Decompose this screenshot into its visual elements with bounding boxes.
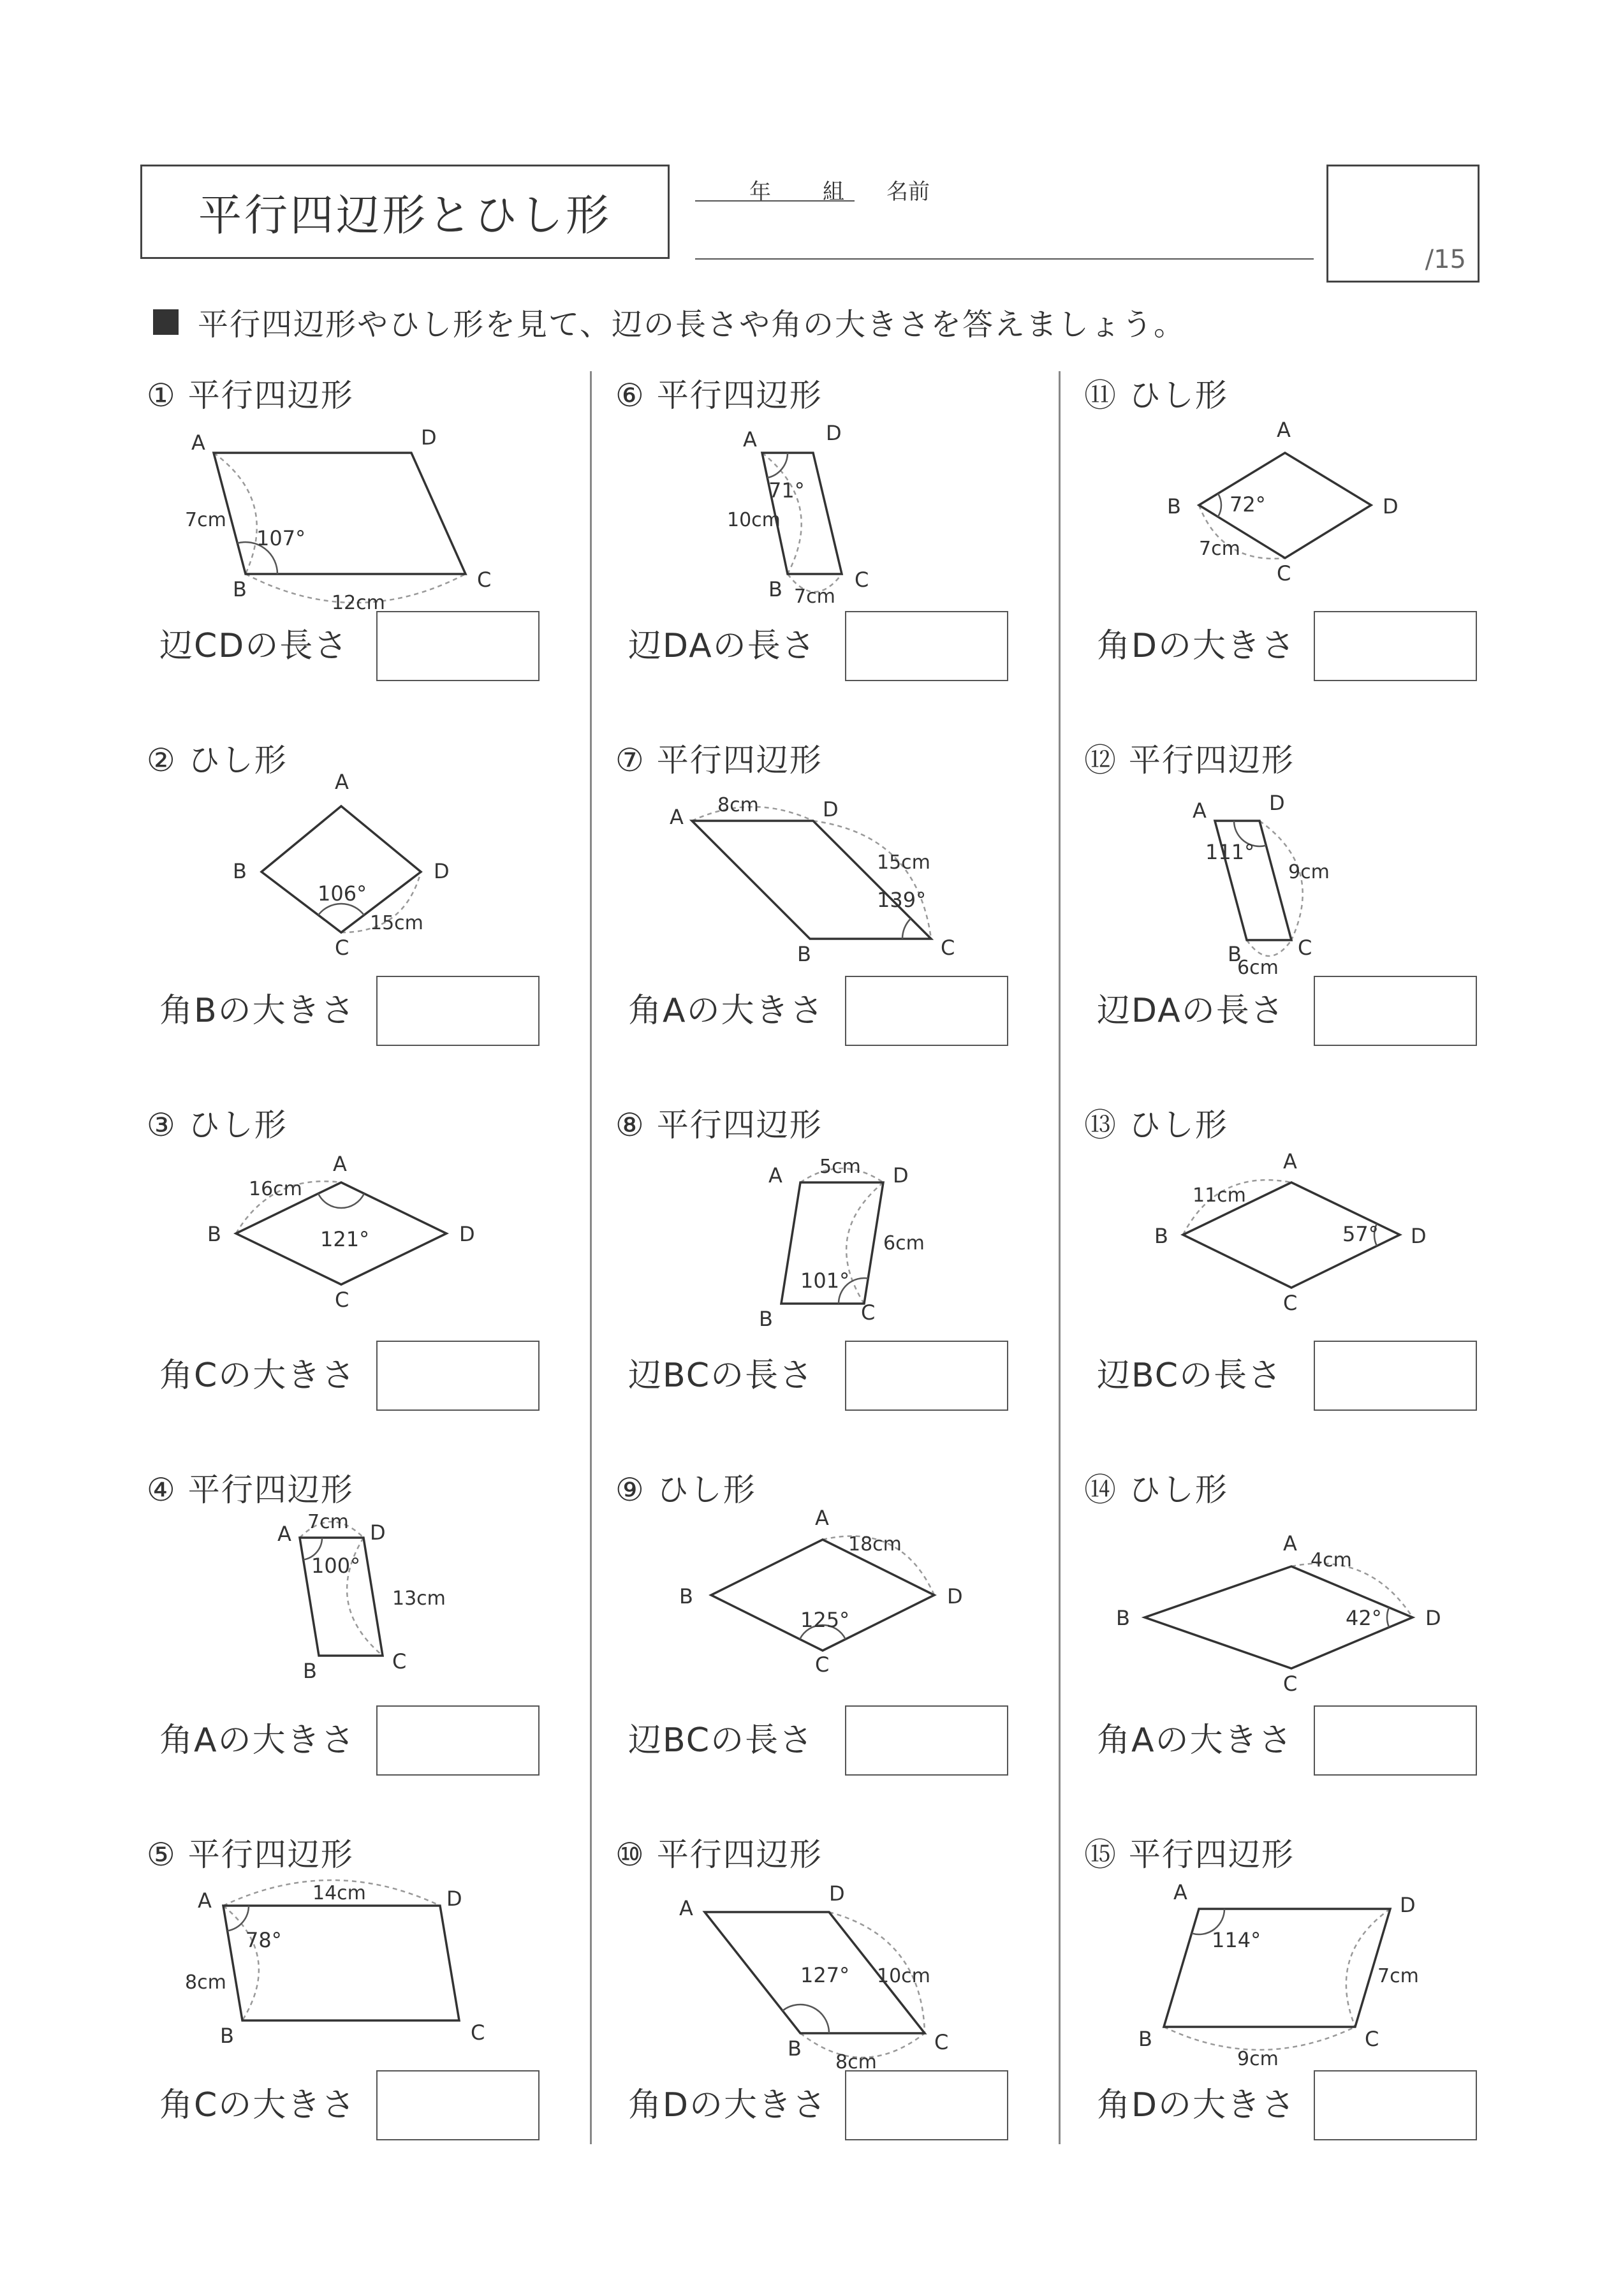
problem-13 <box>1078 1100 1499 1457</box>
answer-box[interactable] <box>376 1705 540 1776</box>
vertex-label-b: B <box>788 2036 802 2061</box>
length-label: 6cm <box>1237 957 1279 979</box>
length-label: 7cm <box>307 1511 349 1533</box>
problem-title: ⑮ 平行四辺形 <box>1084 1836 1295 1873</box>
answer-box[interactable] <box>1314 2070 1477 2140</box>
answer-box[interactable] <box>1314 1705 1477 1776</box>
angle-label: 114° <box>1212 1928 1261 1952</box>
vertex-label-c: C <box>392 1649 407 1674</box>
length-label: 4cm <box>1311 1549 1352 1571</box>
answer-box[interactable] <box>376 976 540 1046</box>
angle-arc <box>1218 494 1221 517</box>
vertex-label-c: C <box>335 936 349 960</box>
vertex-label-a: A <box>1193 798 1207 823</box>
angle-arc <box>767 453 788 478</box>
problem-title: ⑭ ひし形 <box>1084 1471 1228 1508</box>
length-marker-arc <box>846 1182 883 1304</box>
problem-title: ⑫ 平行四辺形 <box>1084 742 1295 779</box>
problem-title: ① 平行四辺形 <box>147 377 354 414</box>
length-marker-arc <box>1247 940 1291 956</box>
name-line[interactable] <box>695 258 1314 260</box>
angle-label: 71° <box>768 478 805 503</box>
figure-11 <box>1078 370 1499 619</box>
problem-title: ⑤ 平行四辺形 <box>147 1836 354 1873</box>
vertex-label-c: C <box>1283 1291 1298 1315</box>
vertex-label-a: A <box>277 1522 291 1546</box>
question-text: 角Dの大きさ <box>1097 627 1296 665</box>
problem-5 <box>140 1829 561 2186</box>
problem-12 <box>1078 735 1499 1092</box>
problem-10 <box>609 1829 1030 2186</box>
problem-title: ③ ひし形 <box>147 1107 288 1144</box>
vertex-label-b: B <box>303 1659 317 1683</box>
question-text: 辺BCの長さ <box>628 1357 814 1395</box>
problem-6 <box>609 370 1030 727</box>
vertex-label-d: D <box>446 1887 462 1911</box>
figure-13 <box>1078 1100 1499 1348</box>
figure-2 <box>140 735 561 983</box>
parallelogram-shape <box>692 821 931 939</box>
vertex-label-d: D <box>370 1520 386 1545</box>
answer-box[interactable] <box>1314 1341 1477 1411</box>
angle-label: 100° <box>311 1554 361 1578</box>
vertex-label-c: C <box>815 1652 830 1677</box>
length-label: 8cm <box>185 1971 226 1994</box>
vertex-label-a: A <box>335 770 349 794</box>
vertex-label-b: B <box>207 1222 221 1246</box>
problem-8 <box>609 1100 1030 1457</box>
vertex-label-b: B <box>233 577 247 601</box>
length-label: 14cm <box>312 1882 366 1904</box>
angle-label: 125° <box>800 1608 850 1632</box>
year-label: 年 <box>749 179 771 205</box>
figure-8 <box>609 1100 1030 1348</box>
question-text: 辺CDの長さ <box>159 627 349 665</box>
answer-box[interactable] <box>845 611 1008 681</box>
vertex-label-c: C <box>471 2020 485 2045</box>
problem-title: ⑩ 平行四辺形 <box>615 1836 823 1873</box>
vertex-label-a: A <box>815 1506 829 1530</box>
vertex-label-b: B <box>233 859 247 883</box>
vertex-label-c: C <box>1283 1672 1298 1696</box>
figure-7 <box>609 735 1030 983</box>
vertex-label-d: D <box>1400 1893 1416 1917</box>
problem-title: ⑨ ひし形 <box>615 1471 756 1508</box>
figure-1 <box>140 370 561 619</box>
length-label: 15cm <box>877 851 930 874</box>
vertex-label-b: B <box>1154 1224 1168 1248</box>
length-label: 7cm <box>794 585 835 608</box>
angle-label: 121° <box>320 1227 370 1251</box>
rhombus-shape <box>711 1540 934 1651</box>
vertex-label-c: C <box>941 936 955 960</box>
vertex-label-c: C <box>1298 936 1312 960</box>
angle-label: 57° <box>1342 1222 1379 1246</box>
vertex-label-c: C <box>1365 2027 1379 2051</box>
angle-label: 127° <box>800 1963 850 1987</box>
angle-arc <box>1387 1607 1389 1627</box>
length-label: 8cm <box>717 794 759 816</box>
vertex-label-b: B <box>679 1584 693 1608</box>
vertex-label-d: D <box>459 1222 475 1246</box>
figure-5 <box>140 1829 561 2078</box>
answer-box[interactable] <box>845 976 1008 1046</box>
vertex-label-b: B <box>759 1307 773 1331</box>
question-text: 辺BCの長さ <box>628 1721 814 1760</box>
question-text: 角Aの大きさ <box>159 1721 356 1760</box>
class-label: 組 <box>823 179 844 205</box>
angle-arc <box>902 918 911 939</box>
question-text: 角Aの大きさ <box>628 992 825 1030</box>
score-total: /15 <box>1425 245 1466 274</box>
vertex-label-d: D <box>421 425 437 450</box>
length-label: 9cm <box>1237 2048 1279 2070</box>
question-text: 角Cの大きさ <box>159 2086 356 2124</box>
answer-box[interactable] <box>376 611 540 681</box>
score-box[interactable] <box>1326 165 1480 283</box>
question-text: 角Dの大きさ <box>1097 2086 1296 2124</box>
vertex-label-a: A <box>768 1163 782 1188</box>
problem-4 <box>140 1464 561 1821</box>
length-label: 9cm <box>1288 861 1330 883</box>
length-label: 10cm <box>727 509 781 531</box>
vertex-label-a: A <box>1173 1880 1187 1904</box>
problem-title: ⑧ 平行四辺形 <box>615 1107 823 1144</box>
angle-arc <box>228 1906 249 1931</box>
length-label: 12cm <box>332 592 385 614</box>
year-class-line <box>695 200 855 202</box>
vertex-label-d: D <box>947 1584 963 1608</box>
vertex-label-c: C <box>1277 561 1291 585</box>
angle-label: 72° <box>1230 492 1266 517</box>
figure-15 <box>1078 1829 1499 2078</box>
name-area <box>695 165 1320 267</box>
instruction-text: 平行四辺形やひし形を見て、辺の長さや角の大きさを答えましょう。 <box>198 307 1186 342</box>
vertex-label-a: A <box>198 1888 212 1913</box>
vertex-label-c: C <box>934 2030 949 2054</box>
angle-label: 139° <box>877 888 927 912</box>
vertex-label-d: D <box>826 421 842 445</box>
length-label: 16cm <box>249 1178 302 1200</box>
angle-label: 111° <box>1205 840 1255 864</box>
vertex-label-d: D <box>893 1163 909 1188</box>
angle-label: 106° <box>318 881 367 906</box>
answer-box[interactable] <box>845 1341 1008 1411</box>
answer-box[interactable] <box>1314 611 1477 681</box>
vertex-label-a: A <box>743 427 757 452</box>
problem-1 <box>140 370 561 727</box>
angle-label: 78° <box>246 1928 282 1952</box>
problem-title: ⑥ 平行四辺形 <box>615 377 823 414</box>
problem-9 <box>609 1464 1030 1821</box>
question-text: 辺BCの長さ <box>1097 1357 1283 1395</box>
vertex-label-d: D <box>1411 1224 1427 1248</box>
figure-12 <box>1078 735 1499 983</box>
length-label: 6cm <box>883 1232 925 1255</box>
problem-title: ⑬ ひし形 <box>1084 1107 1228 1144</box>
vertex-label-a: A <box>333 1152 347 1176</box>
problem-3 <box>140 1100 561 1457</box>
figure-14 <box>1078 1464 1499 1713</box>
answer-box[interactable] <box>376 2070 540 2140</box>
problem-2 <box>140 735 561 1092</box>
vertex-label-c: C <box>855 568 869 592</box>
question-text: 角Aの大きさ <box>1097 1721 1293 1760</box>
worksheet-title: 平行四辺形とひし形 <box>140 165 670 259</box>
problem-7 <box>609 735 1030 1092</box>
length-label: 15cm <box>370 912 423 934</box>
figure-10 <box>609 1829 1030 2078</box>
vertex-label-d: D <box>829 1881 845 1906</box>
vertex-label-c: C <box>861 1300 876 1325</box>
vertex-label-b: B <box>797 942 811 966</box>
answer-box[interactable] <box>376 1341 540 1411</box>
vertex-label-d: D <box>434 859 450 883</box>
length-marker-arc <box>1164 2027 1355 2050</box>
length-label: 8cm <box>835 2051 877 2073</box>
question-text: 辺DAの長さ <box>628 627 816 665</box>
vertex-label-b: B <box>220 2024 234 2048</box>
instruction <box>153 300 1186 344</box>
vertex-label-b: B <box>1138 2027 1152 2051</box>
vertex-label-d: D <box>1383 494 1399 519</box>
length-label: 10cm <box>877 1965 930 1987</box>
problem-15 <box>1078 1829 1499 2186</box>
vertex-label-b: B <box>768 577 782 601</box>
vertex-label-d: D <box>1425 1606 1441 1630</box>
figure-4 <box>140 1464 561 1713</box>
question-text: 角Bの大きさ <box>159 992 356 1030</box>
column-divider <box>1059 371 1061 2144</box>
length-label: 7cm <box>185 509 226 531</box>
parallelogram-shape <box>214 453 466 574</box>
angle-arc <box>318 1193 364 1208</box>
name-label: 名前 <box>886 179 930 205</box>
vertex-label-c: C <box>477 568 492 592</box>
answer-box[interactable] <box>845 1705 1008 1776</box>
vertex-label-c: C <box>335 1288 349 1312</box>
problem-14 <box>1078 1464 1499 1821</box>
vertex-label-b: B <box>1228 942 1242 966</box>
vertex-label-a: A <box>191 430 205 455</box>
problem-title: ② ひし形 <box>147 742 288 779</box>
answer-box[interactable] <box>845 2070 1008 2140</box>
square-bullet-icon <box>153 309 179 335</box>
answer-box[interactable] <box>1314 976 1477 1046</box>
question-text: 辺DAの長さ <box>1097 992 1285 1030</box>
figure-9 <box>609 1464 1030 1713</box>
angle-label: 107° <box>256 526 306 550</box>
problem-11 <box>1078 370 1499 727</box>
length-label: 11cm <box>1193 1184 1246 1207</box>
vertex-label-b: B <box>1167 494 1181 519</box>
problem-title: ⑪ ひし形 <box>1084 377 1228 414</box>
vertex-label-a: A <box>670 805 684 829</box>
vertex-label-a: A <box>1277 418 1291 442</box>
figure-6 <box>609 370 1030 619</box>
angle-label: 42° <box>1346 1606 1382 1630</box>
angle-label: 101° <box>800 1269 850 1293</box>
vertex-label-d: D <box>823 797 839 821</box>
question-text: 角Cの大きさ <box>159 1357 356 1395</box>
question-text: 角Dの大きさ <box>628 2086 828 2124</box>
vertex-label-a: A <box>1283 1531 1297 1556</box>
vertex-label-b: B <box>1116 1606 1130 1630</box>
parallelogram-shape <box>1164 1909 1390 2027</box>
length-label: 5cm <box>819 1156 861 1178</box>
length-label: 7cm <box>1377 1965 1419 1987</box>
problem-title: ④ 平行四辺形 <box>147 1471 354 1508</box>
figure-3 <box>140 1100 561 1348</box>
vertex-label-d: D <box>1269 791 1285 815</box>
problem-title: ⑦ 平行四辺形 <box>615 742 823 779</box>
length-label: 18cm <box>848 1533 902 1556</box>
column-divider <box>590 371 592 2144</box>
vertex-label-a: A <box>679 1896 693 1920</box>
length-label: 7cm <box>1199 538 1240 560</box>
vertex-label-a: A <box>1283 1149 1297 1174</box>
length-label: 13cm <box>392 1587 446 1610</box>
